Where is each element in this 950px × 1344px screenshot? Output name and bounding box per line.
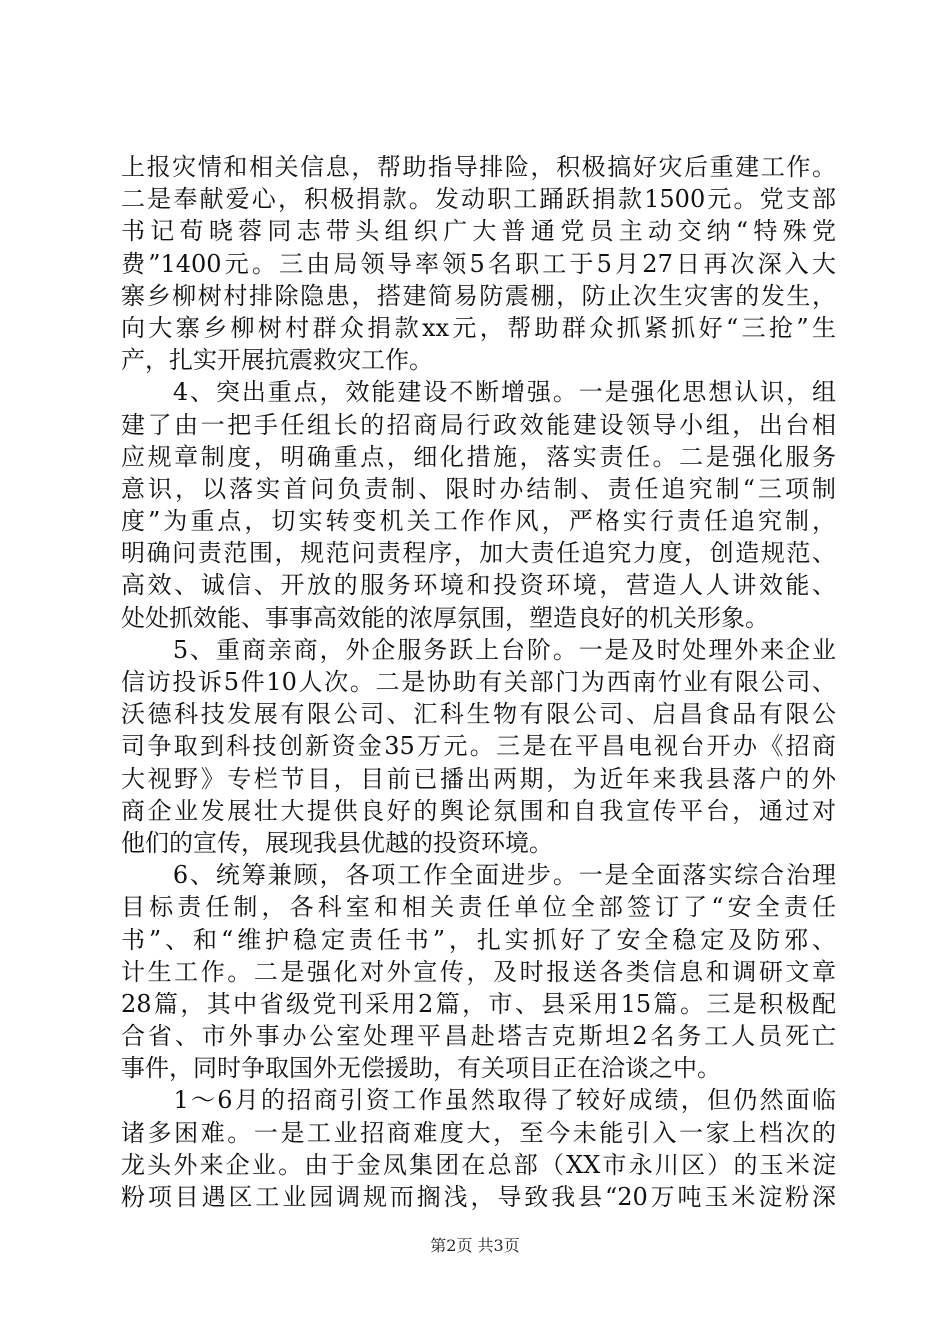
text-line: 应规章制度，明确重点，细化措施，落实责任。二是强化服务 xyxy=(121,442,836,471)
document-body xyxy=(121,151,836,1213)
text-line: 意识，以落实首问负责制、限时办结制、责任追究制“三项制 xyxy=(121,474,836,503)
text-line: 诸多困难。一是工业招商难度大，至今未能引入一家上档次的 xyxy=(121,1118,836,1147)
text-line: 产，扎实开展抗震救灾工作。 xyxy=(121,346,433,375)
text-line: 目标责任制，各科室和相关责任单位全部签订了“安全责任 xyxy=(121,893,836,922)
text-line: 1～6月的招商引资工作虽然取得了较好成绩，但仍然面临 xyxy=(121,1086,836,1115)
text-line: 度”为重点，切实转变机关工作作风，严格实行责任追究制， xyxy=(121,507,836,536)
text-line: 书”、和“维护稳定责任书”，扎实抓好了安全稳定及防邪、 xyxy=(121,925,836,954)
text-line: 商企业发展壮大提供良好的舆论氛围和自我宣传平台，通过对 xyxy=(121,796,836,825)
text-line: 他们的宣传，展现我县优越的投资环境。 xyxy=(121,828,553,857)
text-line: 建了由一把手任组长的招商局行政效能建设领导小组，出台相 xyxy=(121,410,836,439)
text-line: 二是奉献爱心，积极捐款。发动职工踊跃捐款1500元。党支部 xyxy=(121,185,836,214)
page-footer: 第2页 共3页 xyxy=(430,1236,520,1255)
text-line: 5、重商亲商，外企服务跃上台阶。一是及时处理外来企业 xyxy=(121,635,836,664)
text-line: 上报灾情和相关信息，帮助指导排险，积极搞好灾后重建工作。 xyxy=(121,153,836,181)
text-line: 28篇，其中省级党刊采用2篇，市、县采用15篇。三是积极配 xyxy=(121,989,836,1018)
text-line: 费”1400元。三由局领导率领5名职工于5月27日再次深入大 xyxy=(121,249,836,278)
text-line: 大视野》专栏节目，目前已播出两期，为近年来我县落户的外 xyxy=(121,764,836,793)
text-line: 龙头外来企业。由于金凤集团在总部（XX市永川区）的玉米淀 xyxy=(121,1150,836,1179)
text-line: 书记荀晓蓉同志带头组织广大普通党员主动交纳“特殊党 xyxy=(121,217,836,246)
text-line: 向大寨乡柳树村群众捐款xx元，帮助群众抓紧抓好“三抢”生 xyxy=(121,313,836,342)
text-line: 沃德科技发展有限公司、汇科生物有限公司、启昌食品有限公 xyxy=(121,700,836,729)
text-line: 合省、市外事办公室处理平昌赴塔吉克斯坦2名务工人员死亡 xyxy=(121,1022,836,1051)
text-line: 高效、诚信、开放的服务环境和投资环境，营造人人讲效能、 xyxy=(121,571,836,600)
text-line: 6、统筹兼顾，各项工作全面进步。一是全面落实综合治理 xyxy=(121,861,836,890)
text-line: 司争取到科技创新资金35万元。三是在平昌电视台开办《招商 xyxy=(121,732,836,761)
text-line: 粉项目遇区工业园调规而搁浅，导致我县“20万吨玉米淀粉深 xyxy=(121,1183,836,1211)
text-line: 处处抓效能、事事高效能的浓厚氛围，塑造良好的机关形象。 xyxy=(121,603,769,632)
text-line: 信访投诉5件10人次。二是协助有关部门为西南竹业有限公司、 xyxy=(121,668,836,696)
text-line: 寨乡柳树村排除隐患，搭建简易防震棚，防止次生灾害的发生， xyxy=(121,281,836,310)
text-line: 事件，同时争取国外无偿援助，有关项目正在洽谈之中。 xyxy=(121,1054,721,1083)
text-line: 明确问责范围，规范问责程序，加大责任追究力度，创造规范、 xyxy=(121,539,836,568)
text-line: 计生工作。二是强化对外宣传，及时报送各类信息和调研文章 xyxy=(121,957,836,986)
text-line: 4、突出重点，效能建设不断增强。一是强化思想认识，组 xyxy=(121,378,836,407)
